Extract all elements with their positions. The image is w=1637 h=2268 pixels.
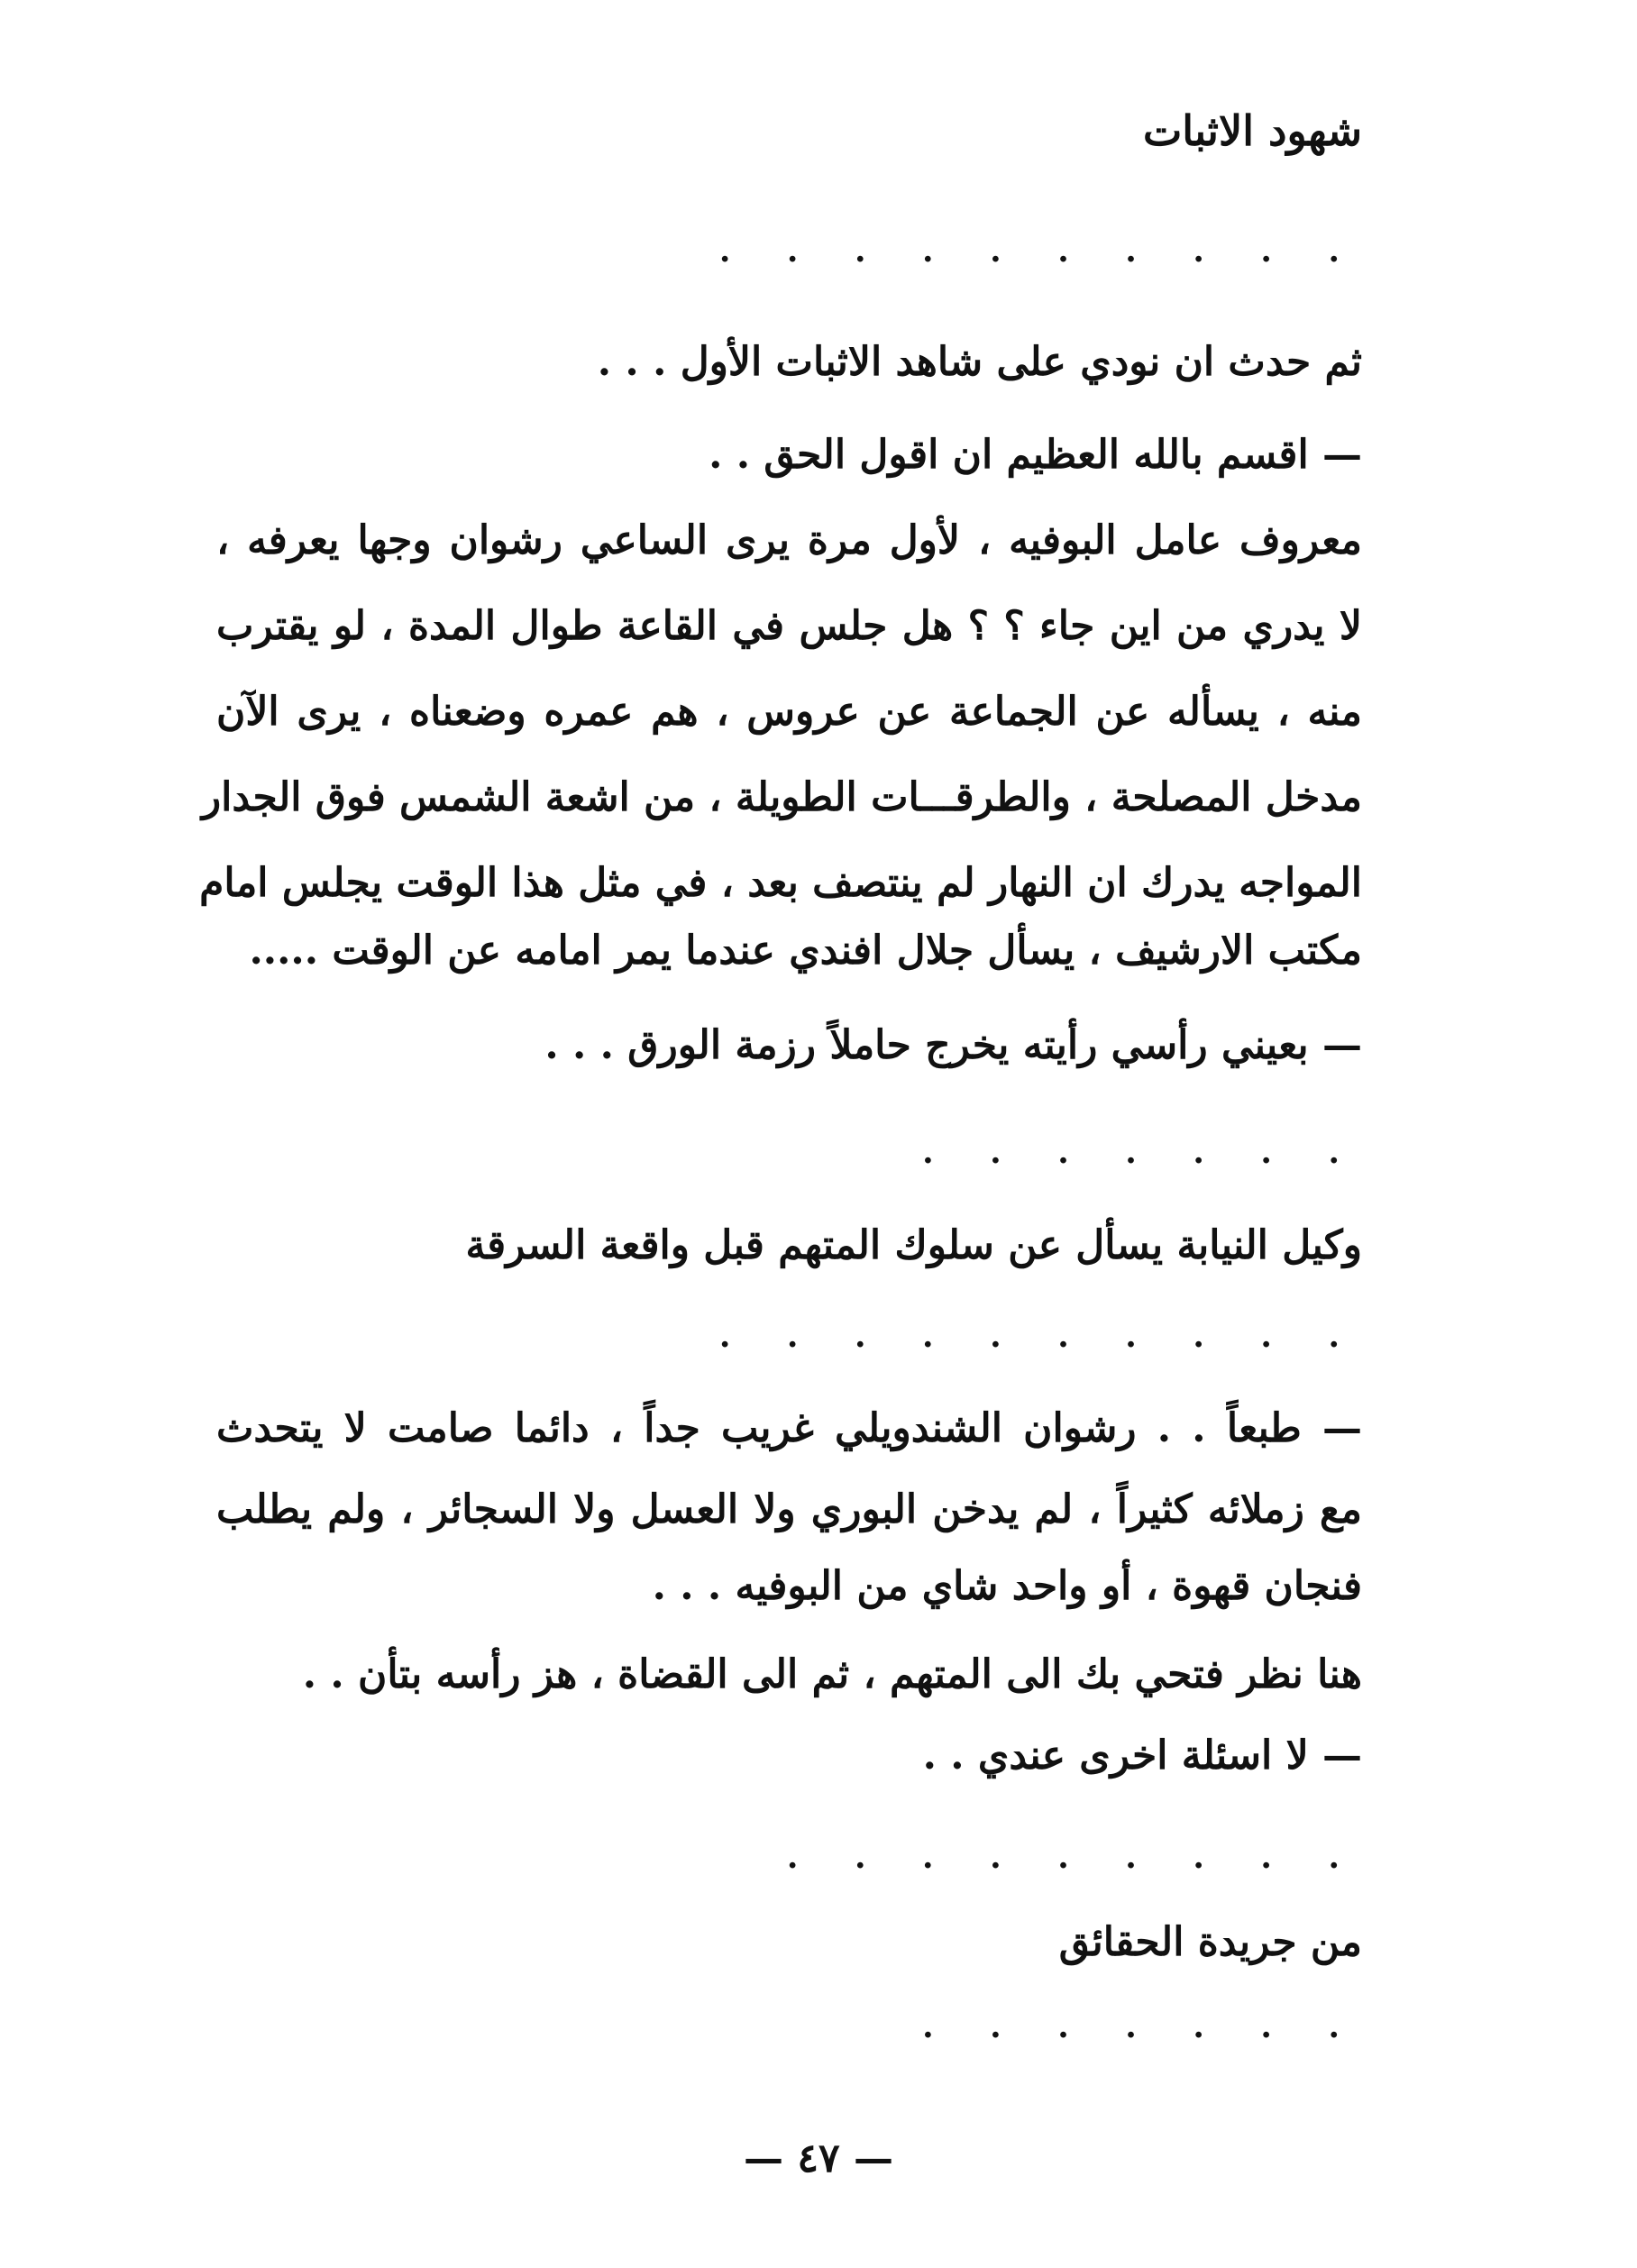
page-number: — ٤٧ —	[744, 2135, 893, 2181]
text-line: — لا اسئلة اخرى عندي . .	[922, 1733, 1362, 1779]
text-line: فنجان قهوة ، أو واحد شاي من البوفيه . . .	[652, 1563, 1362, 1609]
text-line: — بعيني رأسي رأيته يخرج حاملاً رزمة الورق . . .	[544, 1022, 1362, 1068]
dots-separator: . . . . . . .	[922, 2007, 1362, 2045]
text-line: منه ، يسأله عن الجماعة عن عروس ، هم عمره وضعناه ، يرى الآن	[216, 689, 1362, 735]
text-line: وكيل النيابة يسأل عن سلوك المتهم قبل واقعة السرقة	[465, 1222, 1362, 1268]
text-line: — طبعاً . . رشوان الشندويلي غريب جداً ، دائما صامت لا يتحدث	[216, 1405, 1362, 1451]
source-attribution: من جريدة الحقائق	[1058, 1919, 1362, 1965]
text-line: لا يدري من اين جاء ؟ ؟ هل جلس في القاعة طوال المدة ، لو يقترب	[216, 603, 1362, 649]
dots-separator: . . . . . . . . .	[786, 1838, 1362, 1876]
text-line: هنا نظر فتحي بك الى المتهم ، ثم الى القضاة ، هز رأسه بتأن . .	[302, 1651, 1362, 1697]
dots-separator: . . . . . . . . . .	[718, 1317, 1362, 1355]
text-line: ثم حدث ان نودي على شاهد الاثبات الأول . . .	[597, 339, 1362, 385]
page-header-title: شهود الاثبات	[1142, 106, 1362, 155]
text-line: معروف عامل البوفيه ، لأول مرة يرى الساعي رشوان وجها يعرفه ،	[216, 517, 1362, 563]
dots-separator: . . . . . . . . . .	[718, 232, 1362, 270]
text-line: المواجه يدرك ان النهار لم ينتصف بعد ، في مثل هذا الوقت يجلس امام	[199, 860, 1362, 906]
dots-separator: . . . . . . .	[922, 1133, 1362, 1171]
text-line: مع زملائه كثيراً ، لم يدخن البوري ولا العسل ولا السجائر ، ولم يطلب	[216, 1486, 1362, 1532]
text-line: مكتب الارشيف ، يسأل جلال افندي عندما يمر امامه عن الوقت .....	[249, 928, 1362, 974]
text-line: مدخل المصلحة ، والطرقـــات الطويلة ، من اشعة الشمس فوق الجدار	[201, 774, 1362, 820]
text-line: — اقسم بالله العظيم ان اقول الحق . .	[709, 432, 1362, 478]
